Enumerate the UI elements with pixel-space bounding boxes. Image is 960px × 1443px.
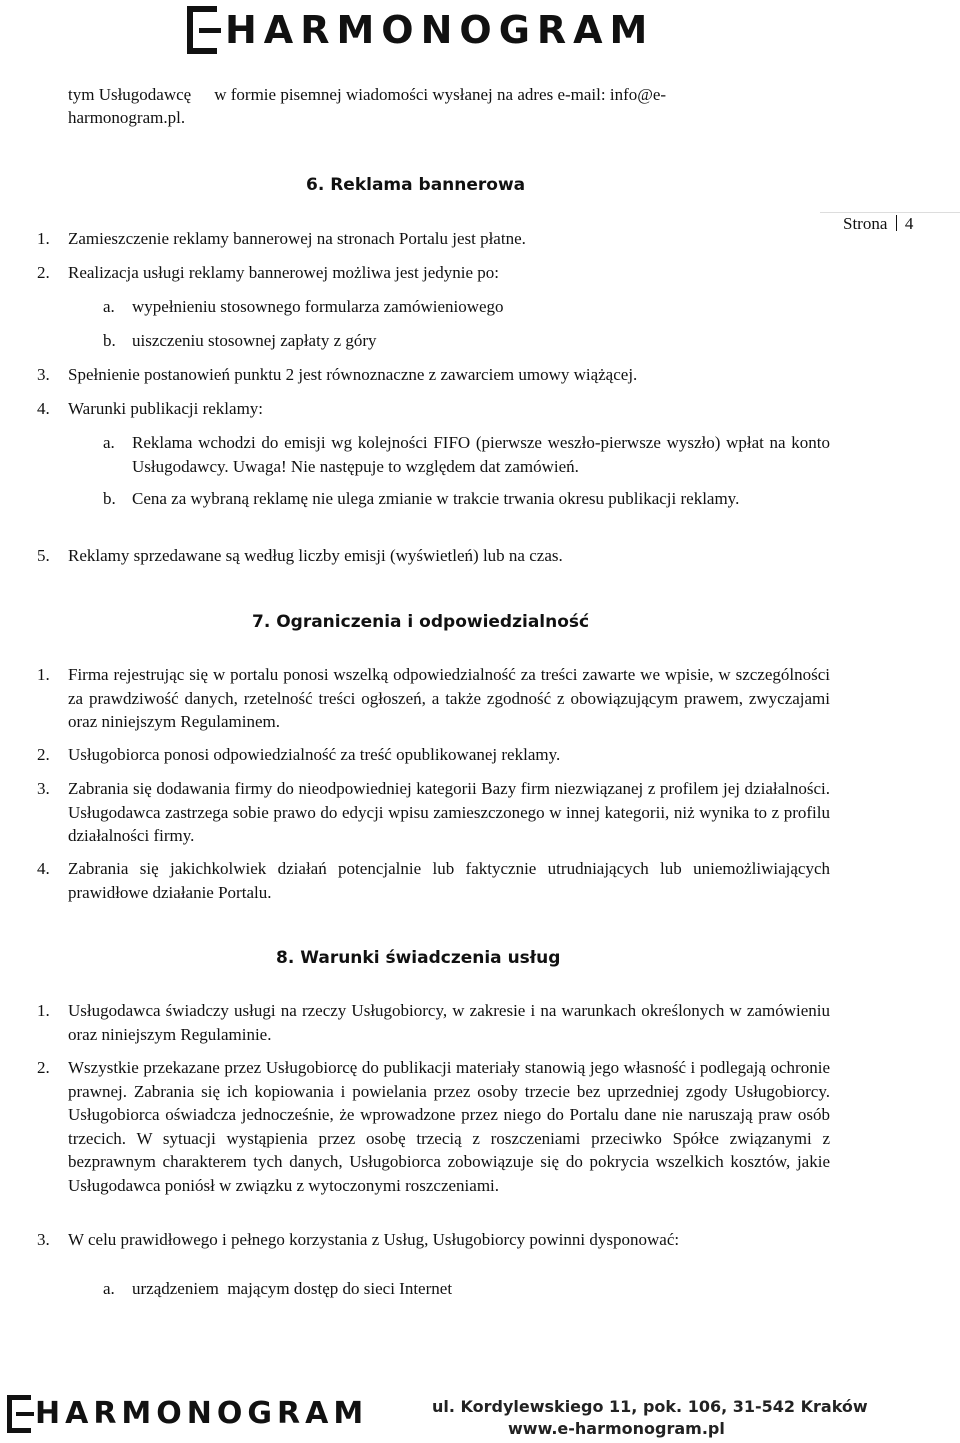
s8-item-1-num: 1. xyxy=(37,1001,50,1020)
s6-item-2-num: 2. xyxy=(37,263,50,282)
s7-item-4-num: 4. xyxy=(37,859,50,878)
s6-item-1-num: 1. xyxy=(37,229,50,248)
s8-item-3a-num: a. xyxy=(103,1279,115,1298)
intro-line-1: tym Usługodawcę w formie pisemnej wiadomości wysłanej na adres e-mail: info@e- xyxy=(68,85,667,104)
footer-logo xyxy=(5,1393,375,1435)
s8-item-3-text: W celu prawidłowego i pełnego korzystania z Usług, Usługobiorcy powinni dysponować: xyxy=(68,1230,680,1249)
s6-item-2b-num: b. xyxy=(103,331,116,350)
s6-item-1-text: Zamieszczenie reklamy bannerowej na stronach Portalu jest płatne. xyxy=(68,229,526,248)
s8-item-3a-text: urządzeniem mającym dostęp do sieci Internet xyxy=(132,1279,453,1298)
s6-item-4-text: Warunki publikacji reklamy: xyxy=(68,399,264,418)
s6-item-2b-text: uiszczeniu stosownej zapłaty z góry xyxy=(132,331,377,350)
s6-item-4b-text: Cena za wybraną reklamę nie ulega zmianie w trakcie trwania okresu publikacji reklamy. xyxy=(132,489,740,508)
s6-item-2-text: Realizacja usługi reklamy bannerowej możliwa jest jedynie po: xyxy=(68,263,499,282)
section-6-title: 6. Reklama bannerowa xyxy=(306,175,526,195)
header-logo-text: HARMONOGRAM xyxy=(225,8,655,52)
s6-item-4a-text: Reklama wchodzi do emisji wg kolejności FIFO (pierwsze weszło-pierwsze wyszło) wpłat na konto Usługodawcy. Uwaga! Nie następuje to względem dat zamówień. xyxy=(132,433,830,476)
s8-item-2-num: 2. xyxy=(37,1058,50,1077)
s7-item-3-num: 3. xyxy=(37,779,50,798)
s7-item-4-text: Zabrania się jakichkolwiek działań potencjalnie lub faktycznie utrudniających lub uniemożliwiających prawidłowe działanie Portalu. xyxy=(68,859,830,902)
section-8-title: 8. Warunki świadczenia usług xyxy=(276,948,561,968)
page-label-number: 4 xyxy=(904,214,914,233)
s7-item-3-text: Zabrania się dodawania firmy do nieodpowiedniej kategorii Bazy firm niezwiązanej z profilem jej działalności. Usługodawca zastrzega sobie prawo do edycji wpisu zamieszczonego w innej kategorii, niż wynika to z profilu działalności firmy. xyxy=(68,779,830,845)
s6-item-4b-num: b. xyxy=(103,489,116,508)
s6-item-3-num: 3. xyxy=(37,365,50,384)
s8-item-2-text: Wszystkie przekazane przez Usługobiorcę do publikacji materiały stanowią jego własność i podlegają ochronie prawnej. Zabrania się ich kopiowania i powielania przez osoby trzecie bez uprzedniej zgody Usługobiorcy. Usługobiorca oświadcza jednocześnie, że wprowadzone przez niego do Portalu dane nie naruszają praw osób trzecich. W sytuacji wystąpienia przez osobę trzecią z roszczeniami przeciwko Spółce związanymi z bezprawnym charakterem tych danych, Usługobiorca zobowiązuje się do pokrycia wszelkich kosztów, jakie Usługodawca poniósł w związku z wytoczonymi roszczeniami. xyxy=(68,1058,830,1195)
s6-item-2a-num: a. xyxy=(103,297,115,316)
header-logo xyxy=(185,4,655,56)
page-number-rule xyxy=(820,212,960,213)
s6-item-5-text: Reklamy sprzedawane są według liczby emisji (wyświetleń) lub na czas. xyxy=(68,546,563,565)
s7-item-2-text: Usługobiorca ponosi odpowiedzialność za treść opublikowanej reklamy. xyxy=(68,745,561,764)
page-label-word: Strona xyxy=(843,214,888,233)
s6-item-5-num: 5. xyxy=(37,546,50,565)
intro-line-2: harmonogram.pl. xyxy=(68,108,186,127)
s7-item-1-text: Firma rejestrując się w portalu ponosi wszelką odpowiedzialność za treści zawarte we wpisie, w szczególności za prawdziwość danych, rzetelność treści ogłoszeń, a także zgodność z obowiązującym prawem, zwyczajami oraz niniejszym Regulaminem. xyxy=(68,665,830,731)
s6-item-2a-text: wypełnieniu stosownego formularza zamówieniowego xyxy=(132,297,504,316)
s6-item-3-text: Spełnienie postanowień punktu 2 jest równoznaczne z zawarciem umowy wiążącej. xyxy=(68,365,638,384)
s7-item-1-num: 1. xyxy=(37,665,50,684)
s8-item-3-num: 3. xyxy=(37,1230,50,1249)
s8-item-1-text: Usługodawca świadczy usługi na rzeczy Usługobiorcy, w zakresie i na warunkach określonych w zamówieniu oraz niniejszym Regulaminie. xyxy=(68,1001,830,1044)
s6-item-4a-num: a. xyxy=(103,433,115,452)
footer-logo-text: HARMONOGRAM xyxy=(35,1396,369,1431)
section-7-title: 7. Ograniczenia i odpowiedzialność xyxy=(252,612,590,632)
footer-website: www.e-harmonogram.pl xyxy=(508,1419,725,1438)
footer-address: ul. Kordylewskiego 11, pok. 106, 31-542 Kraków xyxy=(432,1397,868,1416)
s6-item-4-num: 4. xyxy=(37,399,50,418)
s7-item-2-num: 2. xyxy=(37,745,50,764)
page-number xyxy=(843,214,913,234)
